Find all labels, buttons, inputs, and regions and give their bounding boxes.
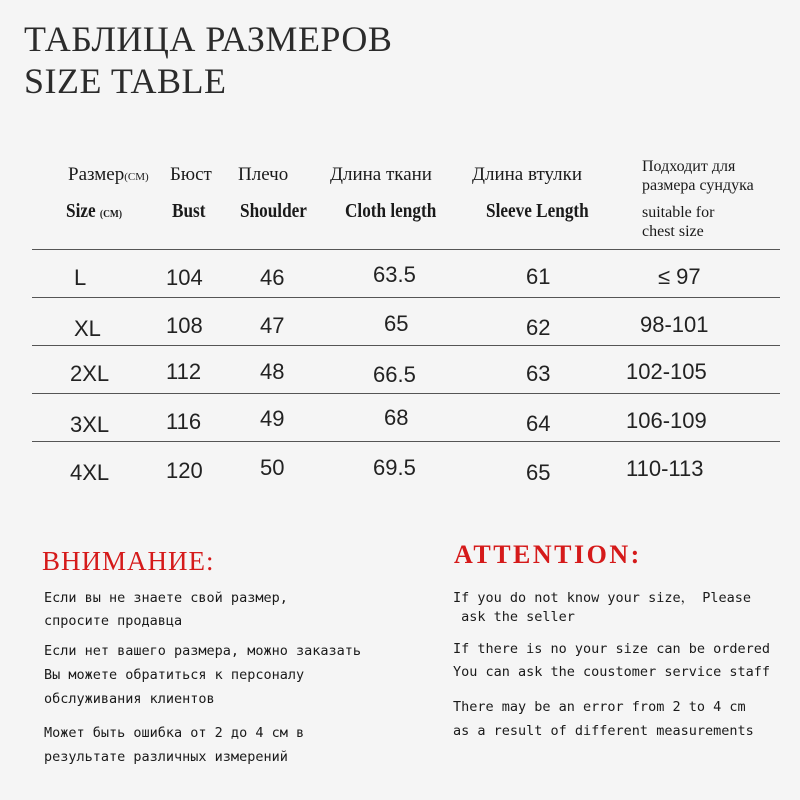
- cell-chest: 98-101: [640, 312, 709, 337]
- header-chest-en-2: chest size: [642, 223, 704, 240]
- attention-ru-line: спросите продавца: [44, 613, 183, 629]
- attention-ru-line: Вы можете обратиться к персоналу: [44, 667, 305, 683]
- cell-size: XL: [74, 316, 101, 341]
- header-cloth-ru: Длина ткани: [330, 164, 432, 185]
- cell-sleeve: 61: [526, 264, 551, 289]
- attention-ru-line: результате различных измерений: [44, 749, 288, 765]
- attention-ru-line: обслуживания клиентов: [44, 691, 215, 707]
- header-size-en: Size (CM): [66, 200, 122, 222]
- header-sleeve-en: Sleeve Length: [486, 200, 589, 222]
- header-cloth-en: Cloth length: [345, 200, 437, 222]
- cell-chest: 110-113: [626, 456, 704, 481]
- attention-ru-line: Если нет вашего размера, можно заказать: [44, 643, 361, 659]
- cell-shoulder: 50: [260, 455, 285, 480]
- header-shoulder-en: Shoulder: [240, 200, 307, 222]
- attention-en-line: ask the seller: [453, 609, 575, 625]
- cell-cloth: 69.5: [373, 455, 416, 480]
- cell-cloth: 65: [384, 311, 409, 336]
- header-chest-en-1: suitable for: [642, 204, 715, 221]
- cell-shoulder: 48: [260, 359, 285, 384]
- cell-shoulder: 49: [260, 406, 285, 431]
- attention-title-en: ATTENTION:: [454, 540, 642, 569]
- cell-shoulder: 46: [260, 265, 285, 290]
- cell-size: L: [74, 265, 87, 290]
- table-divider: [32, 297, 780, 298]
- cell-cloth: 63.5: [373, 262, 416, 287]
- cell-bust: 104: [166, 265, 203, 290]
- header-sleeve-ru: Длина втулки: [472, 164, 583, 185]
- header-chest-ru-1: Подходит для: [642, 158, 736, 175]
- cell-bust: 112: [166, 359, 202, 384]
- attention-en-line: If you do not know your size， Please: [453, 590, 751, 606]
- attention-en-line: as a result of different measurements: [453, 723, 754, 739]
- attention-en-line: If there is no your size can be ordered: [453, 641, 770, 657]
- attention-en-line: There may be an error from 2 to 4 cm: [453, 699, 746, 715]
- table-divider: [32, 441, 780, 442]
- header-bust-en: Bust: [172, 200, 206, 222]
- table-divider: [32, 393, 780, 394]
- page-title-en: SIZE TABLE: [24, 61, 227, 101]
- cell-size: 4XL: [70, 460, 110, 485]
- attention-en-line: You can ask the coustomer service staff: [453, 664, 770, 680]
- cell-chest: 102-105: [626, 359, 707, 384]
- cell-chest: 106-109: [626, 408, 707, 433]
- header-shoulder-ru: Плечо: [238, 164, 289, 185]
- header-chest-ru-2: размера сундука: [642, 177, 754, 194]
- cell-cloth: 68: [384, 405, 409, 430]
- attention-ru-line: Если вы не знаете свой размер,: [44, 590, 288, 606]
- table-divider: [32, 345, 780, 346]
- cell-sleeve: 64: [526, 411, 551, 436]
- header-size-ru: Размер(CM): [68, 164, 149, 185]
- cell-size: 2XL: [70, 361, 110, 386]
- attention-ru-line: Может быть ошибка от 2 до 4 см в: [44, 725, 305, 741]
- page-title-ru: ТАБЛИЦА РАЗМЕРОВ: [24, 19, 393, 59]
- attention-title-ru: ВНИМАНИЕ:: [42, 546, 215, 576]
- cell-sleeve: 62: [526, 315, 551, 340]
- cell-bust: 120: [166, 458, 203, 483]
- cell-shoulder: 47: [260, 313, 285, 338]
- cell-sleeve: 65: [526, 460, 551, 485]
- table-divider: [32, 249, 780, 250]
- cell-sleeve: 63: [526, 361, 551, 386]
- cell-bust: 108: [166, 313, 203, 338]
- cell-chest: ≤ 97: [658, 264, 701, 289]
- header-bust-ru: Бюст: [170, 164, 212, 185]
- cell-size: 3XL: [70, 412, 110, 437]
- cell-cloth: 66.5: [373, 362, 416, 387]
- cell-bust: 116: [166, 409, 202, 434]
